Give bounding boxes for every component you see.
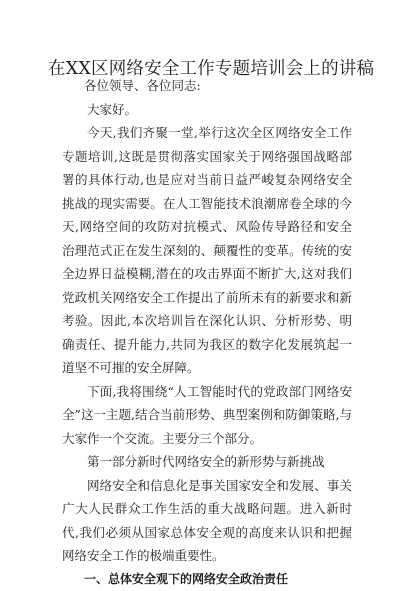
body-paragraph: 下面,我将围绕“人工智能时代的党政部门网络安全”这一主题,结合当前形势、典型案例和防御策略,与大家作一个交流。主要分三个部分。 [62, 380, 352, 451]
greeting-line: 大家好。 [62, 98, 352, 122]
section-heading: 一、总体安全观下的网络安全政治责任 [62, 568, 352, 591]
body-paragraph: 网络安全和信息化是事关国家安全和发展、事关广大人民群众工作生活的重大战略问题。进入新时代,我们必须从国家总体安全观的高度来认识和把握网络安全工作的极端重要性。 [62, 474, 352, 568]
document-title: 在XX区网络安全工作专题培训会上的讲稿 [48, 58, 368, 80]
document-body [62, 74, 352, 591]
body-paragraph: 今天,我们齐聚一堂,举行这次全区网络安全工作专题培训,这既是贯彻落实国家关于网络强国战略部署的具体行动,也是应对当前日益严峻复杂网络安全挑战的现实需要。在人工智能技术浪潮席卷全球的今天,网络空间的攻防对抗模式、风险传导路径和安全治理范式正在发生深刻的、颠覆性的变革。传统的安全边界日益模糊,潜在的攻击界面不断扩大,这对我们党政机关网络安全工作提出了前所未有的新要求和新考验。因此,本次培训旨在深化认识、分析形势、明确责任、提升能力,共同为我区的数字化发展筑起一道坚不可摧的安全屏障。 [62, 121, 352, 380]
part-heading: 第一部分新时代网络安全的新形势与新挑战 [62, 450, 352, 474]
addressee-line: 各位领导、各位同志: [62, 74, 352, 98]
